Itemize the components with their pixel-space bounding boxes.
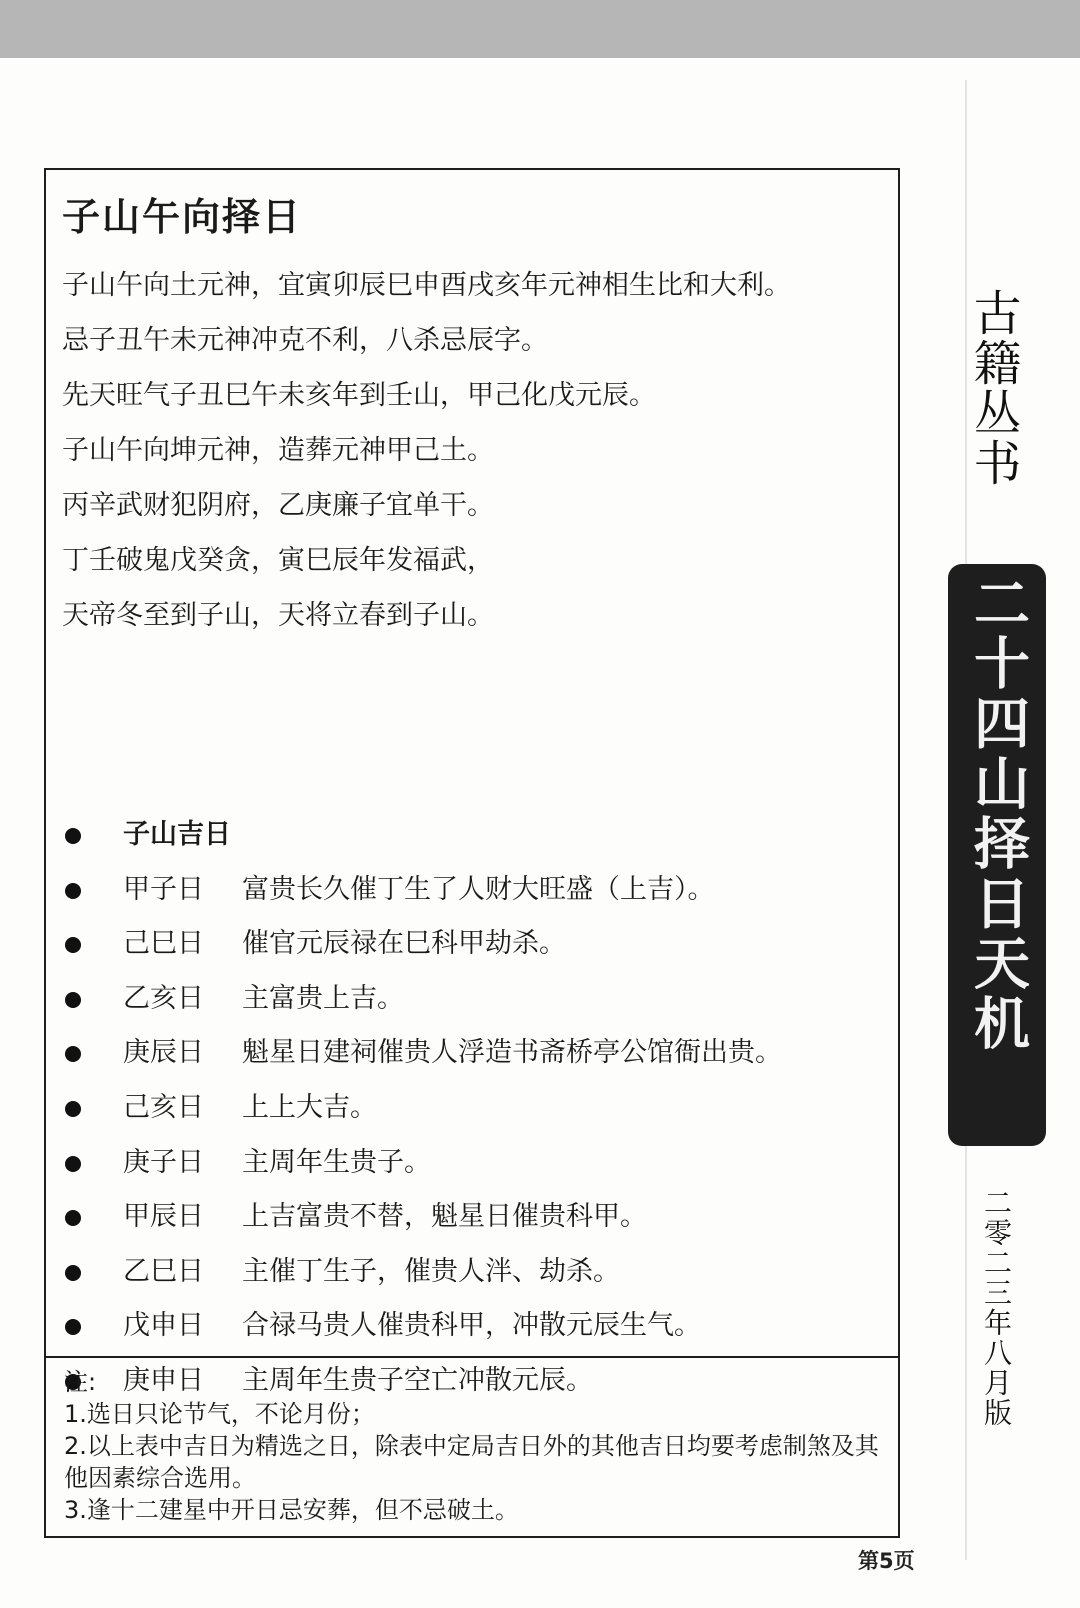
bullet-icon	[65, 828, 81, 844]
day-name: 庚申日	[123, 1364, 204, 1396]
intro-line: 先天旺气子丑巳午未亥年到壬山，甲己化戊元辰。	[62, 380, 656, 411]
edition-label: 二零二三年八月版	[980, 1188, 1013, 1428]
day-name: 戊申日	[123, 1310, 204, 1342]
day-name: 己亥日	[123, 1091, 204, 1123]
day-name: 乙亥日	[123, 982, 204, 1014]
intro-line: 子山午向土元神，宜寅卯辰巳申酉戌亥年元神相生比和大利。	[62, 270, 791, 301]
auspicious-heading: 子山吉日	[123, 819, 231, 850]
bullet-icon	[65, 1265, 81, 1281]
day-name: 庚子日	[123, 1146, 204, 1178]
day-description: 富贵长久催丁生了人财大旺盛（上吉）。	[242, 873, 715, 905]
day-description: 上吉富贵不替，魁星日催贵科甲。	[242, 1201, 647, 1233]
bullet-icon	[65, 992, 81, 1008]
note-item: 3.逢十二建星中开日忌安葬，但不忌破土。	[64, 1496, 519, 1524]
series-title: 古籍丛书	[965, 288, 1021, 488]
day-description: 主周年生贵子。	[242, 1146, 431, 1178]
bullet-icon	[65, 1101, 81, 1117]
book-title: 二十四山择日天机	[965, 574, 1030, 1054]
day-name: 甲子日	[123, 873, 204, 905]
bullet-icon	[65, 1319, 81, 1335]
day-description: 催官元辰禄在巳科甲劫杀。	[242, 928, 566, 960]
content-box	[44, 168, 900, 1538]
day-name: 庚辰日	[123, 1037, 204, 1069]
day-name: 甲辰日	[123, 1201, 204, 1233]
intro-text	[62, 266, 791, 651]
day-name: 己巳日	[123, 928, 204, 960]
intro-line: 忌子丑午未元神冲克不利，八杀忌辰字。	[62, 325, 548, 356]
book-title-banner	[948, 564, 1046, 1146]
intro-line: 丁壬破鬼戊癸贪，寅巳辰年发福武，	[62, 545, 494, 576]
intro-line: 子山午向坤元神，造葬元神甲己土。	[62, 435, 494, 466]
bullet-icon	[65, 1156, 81, 1172]
page-number: 第5页	[858, 1549, 915, 1573]
page-title: 子山午向择日	[62, 195, 303, 239]
bullet-icon	[65, 883, 81, 899]
day-name: 乙巳日	[123, 1255, 204, 1287]
bullet-icon	[65, 1046, 81, 1062]
day-description: 上上大吉。	[242, 1091, 377, 1123]
bullet-icon	[65, 937, 81, 953]
note-item: 1.选日只论节气，不论月份；	[64, 1400, 375, 1428]
day-description: 主催丁生子，催贵人泮、劫杀。	[242, 1255, 620, 1287]
day-description: 合禄马贵人催贵科甲，冲散元辰生气。	[242, 1310, 701, 1342]
day-description: 主富贵上吉。	[242, 982, 404, 1014]
note-item: 2.以上表中吉日为精选之日，除表中定局吉日外的其他吉日均要考虑制煞及其他因素综合选用。	[64, 1432, 879, 1492]
day-description: 主周年生贵子空亡冲散元辰。	[242, 1364, 593, 1396]
notes-section	[46, 1356, 898, 1536]
intro-line: 天帝冬至到子山，天将立春到子山。	[62, 600, 494, 631]
intro-line: 丙辛武财犯阴府，乙庚廉子宜单干。	[62, 490, 494, 521]
notes-heading: 注:	[64, 1368, 97, 1396]
day-description: 魁星日建祠催贵人浮造书斋桥亭公馆衙出贵。	[242, 1037, 782, 1069]
bullet-icon	[65, 1210, 81, 1226]
scanner-top-bar	[0, 0, 1080, 58]
